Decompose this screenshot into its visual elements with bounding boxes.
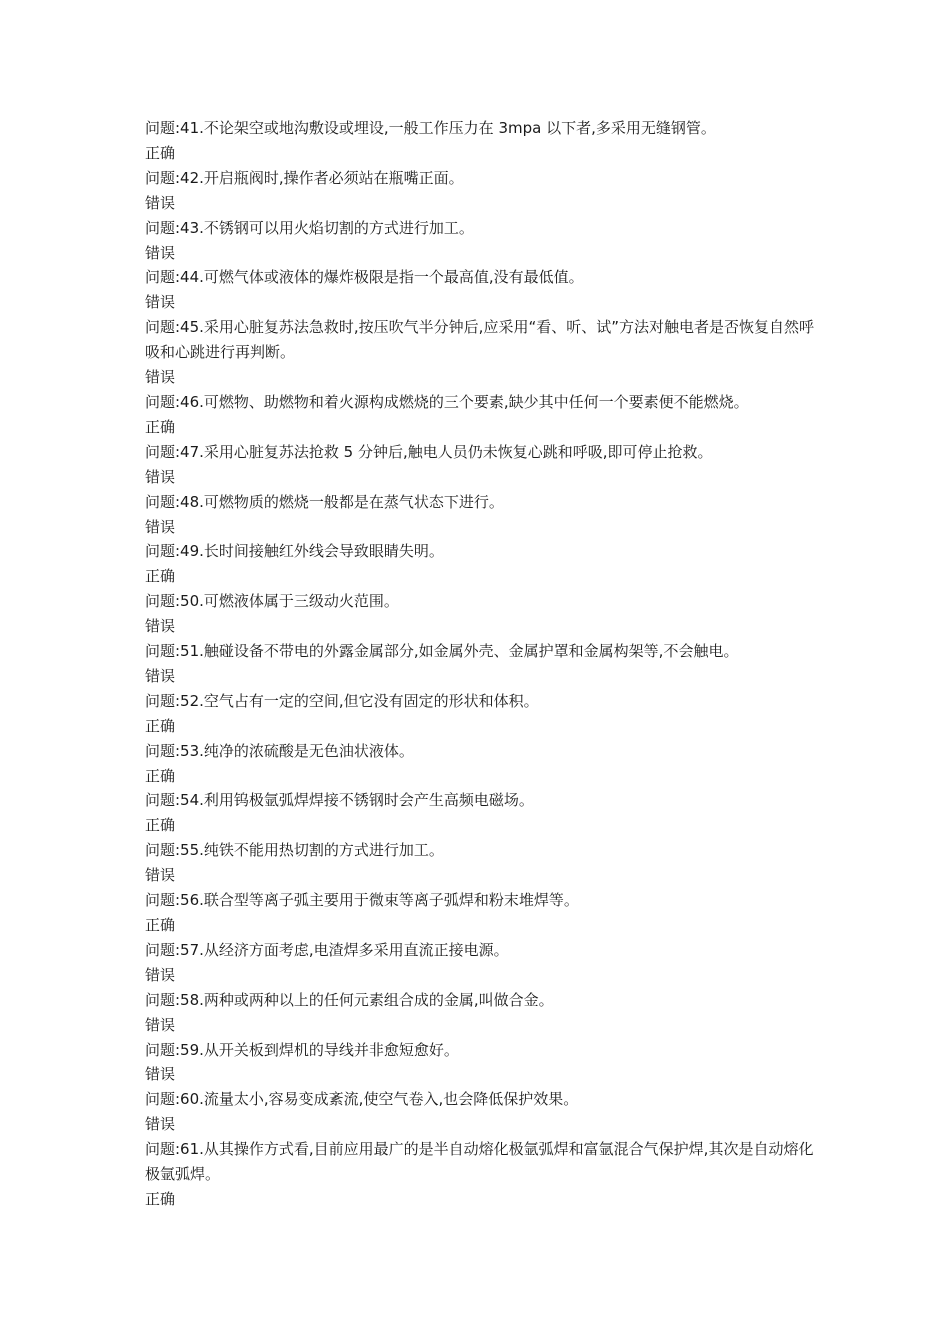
answer-58: 错误 xyxy=(145,1015,176,1034)
question-57: 问题:57.从经济方面考虑,电渣焊多采用直流正接电源。 xyxy=(145,940,509,959)
question-49: 问题:49.长时间接触红外线会导致眼睛失明。 xyxy=(145,542,444,561)
question-45: 问题:45.采用心脏复苏法急救时,按压吹气半分钟后,应采用“看、听、试”方法对触电者是否恢复自然呼吸和心跳进行再判断。 xyxy=(145,318,814,362)
document-page xyxy=(145,116,815,1212)
question-50: 问题:50.可燃液体属于三级动火范围。 xyxy=(145,592,399,611)
question-43: 问题:43.不锈钢可以用火焰切割的方式进行加工。 xyxy=(145,218,474,237)
answer-43: 错误 xyxy=(145,243,176,262)
answer-57: 错误 xyxy=(145,965,176,984)
answer-49: 正确 xyxy=(145,567,176,586)
question-60: 问题:60.流量太小,容易变成紊流,使空气卷入,也会降低保护效果。 xyxy=(145,1090,579,1109)
answer-42: 错误 xyxy=(145,193,176,212)
answer-45: 错误 xyxy=(145,368,176,387)
answer-47: 错误 xyxy=(145,467,176,486)
question-58: 问题:58.两种或两种以上的任何元素组合成的金属,叫做合金。 xyxy=(145,990,554,1009)
question-48: 问题:48.可燃物质的燃烧一般都是在蒸气状态下进行。 xyxy=(145,492,504,511)
answer-53: 正确 xyxy=(145,766,176,785)
answer-54: 正确 xyxy=(145,816,176,835)
answer-52: 正确 xyxy=(145,716,176,735)
answer-46: 正确 xyxy=(145,417,176,436)
answer-59: 错误 xyxy=(145,1065,176,1084)
answer-44: 错误 xyxy=(145,293,176,312)
answer-55: 错误 xyxy=(145,866,176,885)
question-44: 问题:44.可燃气体或液体的爆炸极限是指一个最高值,没有最低值。 xyxy=(145,268,584,287)
answer-41: 正确 xyxy=(145,143,176,162)
answer-61: 正确 xyxy=(145,1189,176,1208)
question-42: 问题:42.开启瓶阀时,操作者必须站在瓶嘴正面。 xyxy=(145,168,464,187)
question-54: 问题:54.利用钨极氩弧焊焊接不锈钢时会产生高频电磁场。 xyxy=(145,791,534,810)
answer-50: 错误 xyxy=(145,617,176,636)
answer-60: 错误 xyxy=(145,1115,176,1134)
question-53: 问题:53.纯净的浓硫酸是无色油状液体。 xyxy=(145,741,414,760)
question-46: 问题:46.可燃物、助燃物和着火源构成燃烧的三个要素,缺少其中任何一个要素便不能燃烧。 xyxy=(145,392,749,411)
question-52: 问题:52.空气占有一定的空间,但它没有固定的形状和体积。 xyxy=(145,691,539,710)
answer-56: 正确 xyxy=(145,916,176,934)
question-47: 问题:47.采用心脏复苏法抢救 5 分钟后,触电人员仍未恢复心跳和呼吸,即可停止抢救。 xyxy=(145,442,713,461)
answer-48: 错误 xyxy=(145,517,176,536)
question-59: 问题:59.从开关板到焊机的导线并非愈短愈好。 xyxy=(145,1040,459,1059)
question-51: 问题:51.触碰设备不带电的外露金属部分,如金属外壳、金属护罩和金属构架等,不会触电。 xyxy=(145,642,739,661)
question-61: 问题:61.从其操作方式看,目前应用最广的是半自动熔化极氩弧焊和富氩混合气保护焊,其次是自动熔化极氩弧焊。 xyxy=(145,1140,814,1184)
question-list xyxy=(145,116,815,1212)
answer-51: 错误 xyxy=(145,666,176,685)
question-56: 问题:56.联合型等离子弧主要用于微束等离子弧焊和粉末堆焊等。 xyxy=(145,891,579,910)
question-41: 问题:41.不论架空或地沟敷设或埋设,一般工作压力在 3mpa 以下者,多采用无缝钢管。 xyxy=(145,119,716,137)
question-55: 问题:55.纯铁不能用热切割的方式进行加工。 xyxy=(145,841,444,860)
